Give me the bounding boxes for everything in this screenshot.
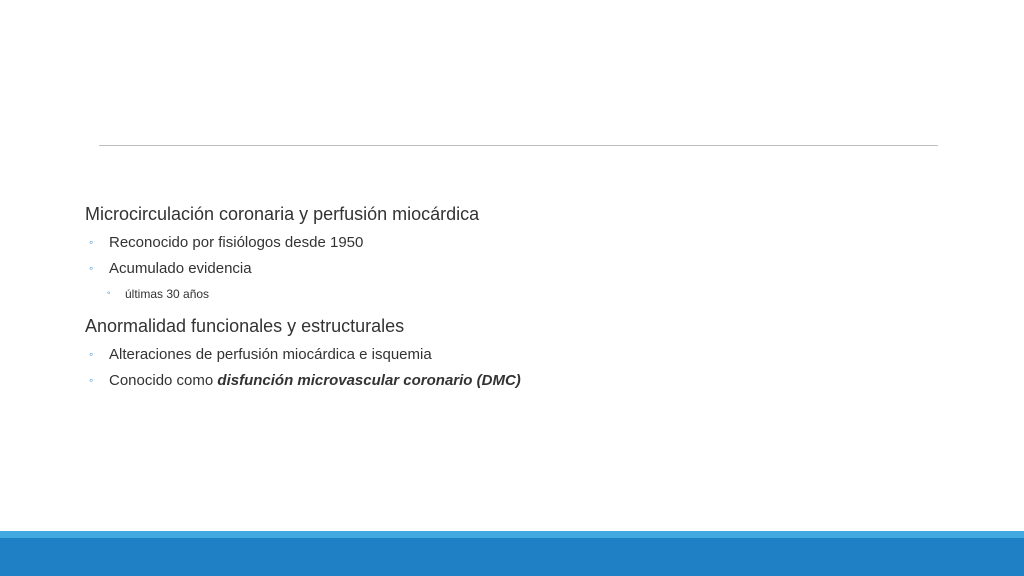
title-divider: [99, 145, 938, 146]
list-item: [85, 345, 945, 364]
bullet-icon: ◦: [89, 261, 94, 275]
section-heading-microcirculation: Microcirculación coronaria y perfusión miocárdica: [85, 204, 480, 224]
section-heading-abnormality: Anormalidad funcionales y estructurales: [85, 316, 405, 336]
footer-accent-bar: [0, 531, 1024, 538]
bullet-icon: ◦: [89, 235, 94, 249]
list-item-text: Acumulado evidencia: [109, 260, 252, 277]
sub-list-item: [85, 286, 945, 302]
bullet-icon: ◦: [89, 373, 94, 387]
sub-list-item-text: últimas 30 años: [125, 287, 210, 301]
list-item: [85, 233, 945, 252]
emphasized-term: disfunción microvascular coronario (DMC): [217, 372, 521, 389]
bullet-icon: ◦: [89, 347, 94, 361]
footer-bar: [0, 538, 1024, 576]
list-item-text: Reconocido por fisiólogos desde 1950: [109, 234, 364, 251]
slide-content: [85, 202, 945, 390]
bullet-icon: ◦: [107, 288, 111, 299]
list-item: [85, 371, 945, 390]
list-item: [85, 259, 945, 278]
list-item-prefix: Conocido como: [109, 372, 218, 389]
list-item-text: Alteraciones de perfusión miocárdica e isquemia: [109, 346, 432, 363]
